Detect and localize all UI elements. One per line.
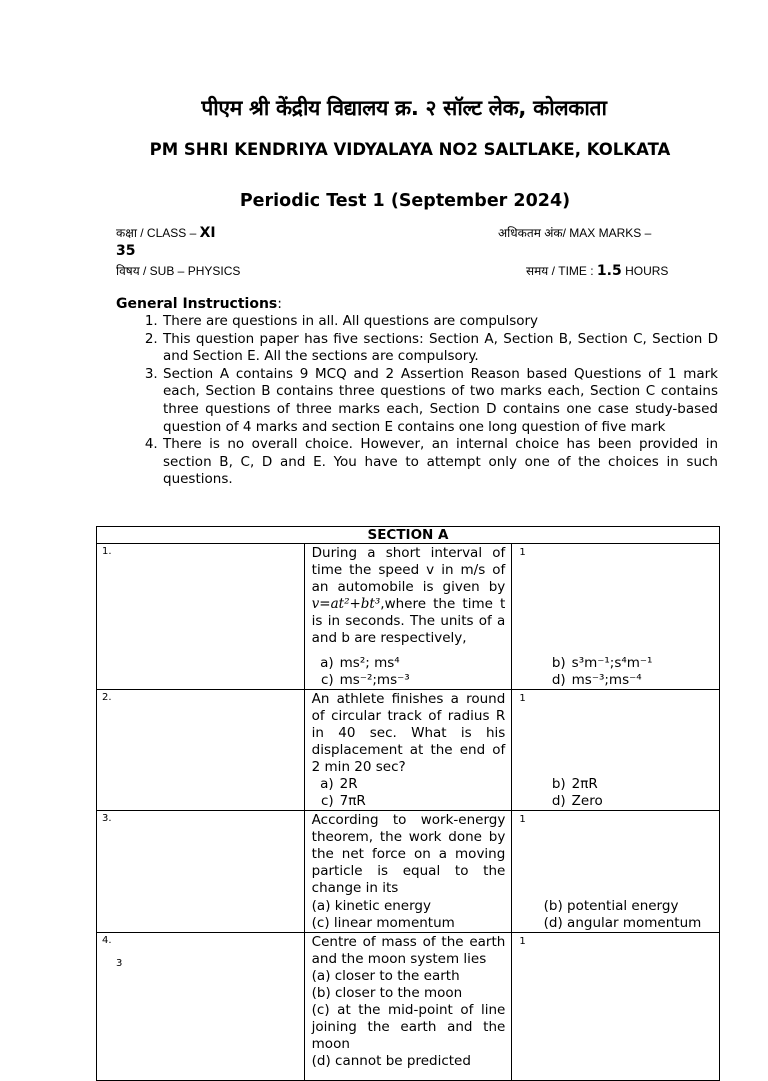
question-row — [97, 811, 720, 933]
class-value: XI — [199, 225, 216, 241]
subject-info: विषय / SUB – PHYSICS — [116, 264, 241, 278]
instructions-heading: General Instructions: — [116, 296, 282, 312]
formula: v=at²+bt³ — [311, 596, 381, 612]
option: b) s³m⁻¹;s⁴m⁻¹ — [551, 655, 653, 671]
question-text: According to work-energy theorem, the work done by the net force on a moving particle is equal to the change in its — [311, 812, 506, 896]
question-body — [304, 933, 512, 1081]
option: b) 2πR — [551, 776, 598, 792]
instruction-item: 1. There are questions in all. All questions are compulsory — [162, 313, 718, 331]
option: (a) closer to the earth — [311, 968, 460, 984]
question-text: Centre of mass of the earth and the moon system lies — [311, 934, 506, 967]
time-value: 1.5 — [596, 263, 622, 279]
question-body — [304, 544, 653, 690]
instruction-item: 4. There is no overall choice. However, an internal choice has been provided in section B, C, D and E. You have to attempt only one of the choices in such questions. — [162, 436, 718, 489]
question-row — [97, 933, 720, 1081]
question-marks: 1 — [512, 933, 720, 1081]
max-marks-label: अधिकतम अंक/ MAX MARKS – — [498, 226, 652, 240]
school-name: PM SHRI KENDRIYA VIDYALAYA NO2 SALTLAKE, KOLKATA — [149, 140, 671, 159]
option: c) ms⁻²;ms⁻³ — [320, 672, 410, 688]
question-marks: 1 — [512, 811, 720, 933]
option: (b) potential energy — [543, 898, 679, 914]
options — [311, 898, 702, 932]
option: a) 2R — [320, 776, 358, 792]
option: (c) at the mid-point of line joining the earth and the moon — [311, 1002, 506, 1052]
instruction-item: 3. Section A contains 9 MCQ and 2 Assertion Reason based Questions of 1 mark each, Section B contains three questions of two marks each, Section C contains three questions of three marks each, Section D contains one case study-based question of 4 marks and section E contains one long question of five mark — [162, 366, 718, 436]
question-marks: 1 — [512, 544, 720, 690]
time-label: समय / TIME : — [526, 264, 597, 278]
option: (d) cannot be predicted — [311, 1053, 471, 1069]
question-body — [304, 811, 702, 933]
option: (c) linear momentum — [311, 915, 455, 931]
school-title-hindi: पीएम श्री केंद्रीय विद्यालय क्र. २ सॉल्ट लेक, कोलकाता — [201, 96, 607, 120]
option: a) ms²; ms⁴ — [320, 655, 400, 671]
class-label: कक्षा / CLASS – — [116, 226, 200, 240]
instruction-item: 2. This question paper has five sections: Section A, Section B, Section C, Section D and Section E. All the sections are compulsory. — [162, 331, 718, 366]
question-row — [97, 690, 720, 811]
page-number: 3 — [116, 958, 123, 969]
question-number: 3. — [97, 811, 305, 933]
options — [312, 776, 603, 810]
question-number: 1. — [97, 544, 305, 690]
test-title: Periodic Test 1 (September 2024) — [239, 191, 571, 211]
question-number: 2. — [97, 690, 305, 811]
time-unit: HOURS — [621, 264, 669, 278]
question-text: During a short interval of time the speed v in m/s of an automobile is given by v=at²+bt³,where the time t is in seconds. The units of a and b are respectively, — [311, 545, 506, 646]
instructions-list — [140, 313, 718, 489]
time-info — [526, 262, 668, 279]
question-marks: 1 — [512, 690, 720, 811]
question-row — [97, 544, 720, 690]
option: d) Zero — [551, 793, 603, 809]
question-number: 4. — [97, 933, 305, 1081]
question-table — [96, 526, 720, 1081]
question-body — [304, 690, 603, 811]
options — [312, 655, 653, 689]
class-info — [116, 224, 216, 241]
option: (a) kinetic energy — [311, 898, 431, 914]
option: (d) angular momentum — [543, 915, 702, 931]
max-marks-value: 35 — [116, 243, 136, 259]
option: d) ms⁻³;ms⁻⁴ — [551, 672, 642, 688]
option: c) 7πR — [320, 793, 366, 809]
section-title: SECTION A — [97, 527, 720, 544]
option: (b) closer to the moon — [311, 985, 463, 1001]
question-text: An athlete finishes a round of circular track of radius R in 40 sec. What is his displacement at the end of 2 min 20 sec? — [311, 691, 506, 775]
